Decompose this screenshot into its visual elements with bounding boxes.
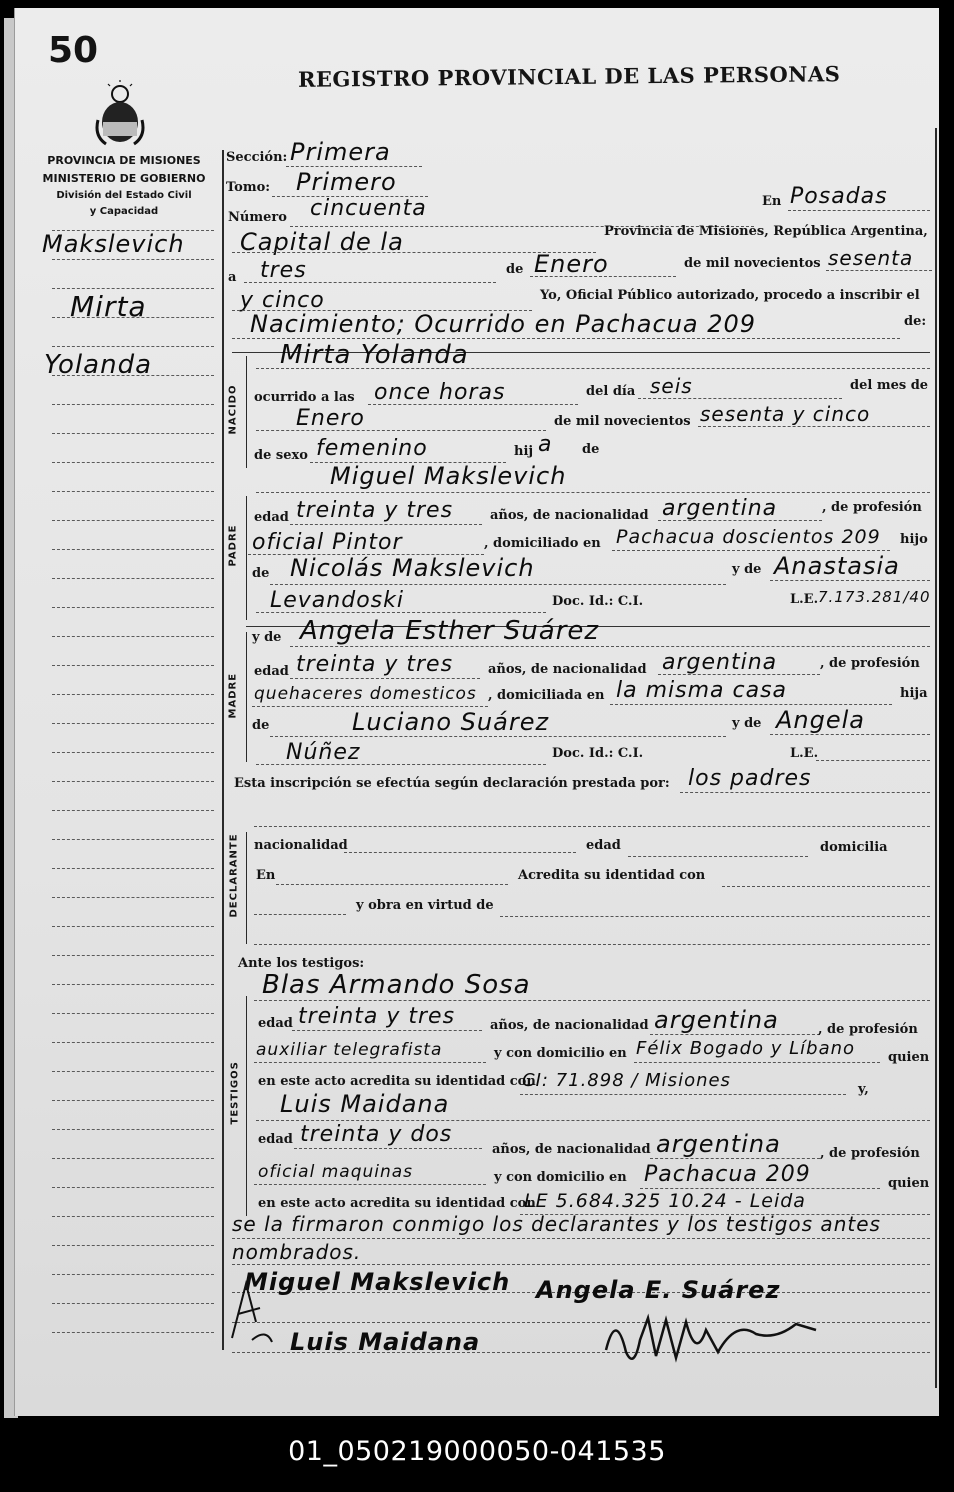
line-madre-nac: [658, 674, 820, 675]
margin-rule: [52, 897, 214, 898]
line-acta: [232, 338, 900, 339]
value-declarante: los padres: [688, 766, 812, 791]
margin-rule: [52, 868, 214, 869]
margin-rule: [52, 375, 214, 376]
label-acredita: Acredita su identidad con: [518, 868, 706, 883]
value-abuela-padre: Anastasia: [774, 552, 900, 580]
value-mes-nac: Enero: [296, 406, 365, 431]
line-abuelo-padre: [270, 584, 726, 585]
label-de-mil-2: de mil novecientos: [554, 414, 691, 429]
testigos-divider: [246, 996, 247, 1216]
margin-rule: [52, 1274, 214, 1275]
label-prof-madre: , de profesión: [820, 656, 920, 671]
value-hora: once horas: [374, 380, 506, 405]
label-prof-padre: , de profesión: [822, 500, 922, 515]
line-t1-id: [520, 1094, 846, 1095]
margin-name-1: Mirta: [70, 290, 147, 323]
signature-witness: Luis Maidana: [290, 1328, 481, 1356]
margin-rule: [52, 520, 214, 521]
margin-rule: [52, 491, 214, 492]
label-ocurrido: ocurrido a las: [254, 390, 355, 405]
margin-rule: [52, 549, 214, 550]
line-abuela-padre: [770, 580, 930, 581]
value-seccion: Primera: [290, 138, 391, 166]
value-padre-edad: treinta y tres: [296, 498, 454, 523]
value-padre-nac: argentina: [662, 496, 778, 521]
margin-rule: [52, 404, 214, 405]
label-edad-t2: edad: [258, 1132, 293, 1147]
line-madre-nombre: [290, 646, 930, 647]
value-testigo-2: Luis Maidana: [280, 1090, 450, 1118]
line-t2-nac: [650, 1158, 820, 1159]
line-hora: [368, 404, 578, 405]
value-anio-nac: sesenta y cinco: [700, 402, 871, 426]
value-t1-edad: treinta y tres: [298, 1004, 456, 1029]
margin-rule: [52, 1158, 214, 1159]
label-del-mes: del mes de: [850, 378, 929, 393]
ministry-line-3: División del Estado Civil: [56, 190, 192, 201]
document-title: REGISTRO PROVINCIAL DE LAS PERSONAS: [297, 61, 841, 92]
line-anio-nac: [698, 426, 930, 427]
signature-father: Miguel Makslevich: [244, 1268, 511, 1296]
padre-divider: [246, 496, 247, 620]
margin-rule: [52, 1013, 214, 1014]
margin-rule: [52, 636, 214, 637]
value-t1-prof: auxiliar telegrafista: [256, 1040, 443, 1060]
value-anio-2: y cinco: [240, 288, 325, 313]
value-madre-nac: argentina: [662, 650, 778, 675]
margin-rule: [52, 781, 214, 782]
value-madre-edad: treinta y tres: [296, 652, 454, 677]
margin-rule: [52, 462, 214, 463]
margin-rule: [52, 1042, 214, 1043]
label-quien-t2: quien: [888, 1176, 930, 1191]
value-madre-nombre: Angela Esther Suárez: [300, 616, 600, 646]
line-nombre: [256, 368, 930, 369]
line-t1-dom: [634, 1062, 880, 1063]
label-nac-t2: años, de nacionalidad: [492, 1142, 651, 1157]
value-abuela-padre-2: Levandoski: [270, 588, 404, 613]
line-t1-edad: [292, 1030, 482, 1031]
margin-rule: [52, 1216, 214, 1217]
label-edad-t1: edad: [258, 1016, 293, 1031]
value-hij-suffix: a: [538, 432, 553, 457]
line-padre-nac: [658, 520, 822, 521]
right-frame-line: [935, 128, 937, 1388]
label-le-madre: L.E.: [790, 746, 819, 761]
label-nac-padre: años, de nacionalidad: [490, 508, 649, 523]
margin-rule: [52, 1071, 214, 1072]
value-padre-prof: oficial Pintor: [252, 530, 403, 555]
ministry-line-1: PROVINCIA DE MISIONES: [47, 154, 201, 167]
margin-rule: [52, 1245, 214, 1246]
label-domiciliada: , domiciliada en: [488, 688, 605, 703]
margin-surname: Makslevich: [42, 230, 185, 258]
value-tomo: Primero: [296, 168, 397, 196]
value-abuela-madre: Angela: [776, 706, 866, 734]
label-y-de-padre: y de: [732, 562, 762, 577]
label-doc-id-padre: Doc. Id.: C.I.: [552, 594, 644, 609]
value-acta: Nacimiento; Ocurrido en Pachacua 209: [250, 310, 757, 338]
madre-divider: [246, 632, 247, 762]
value-t2-id: LE 5.684.325 10.24 - Leida: [524, 1190, 806, 1212]
label-ante-testigos: Ante los testigos:: [238, 956, 365, 971]
margin-rule: [52, 1332, 214, 1333]
line-pre-obra: [254, 914, 346, 915]
value-sexo: femenino: [316, 436, 428, 461]
line-madre-dom: [610, 704, 892, 705]
line-le-madre: [816, 760, 930, 761]
margin-rule: [52, 346, 214, 347]
value-padre-nombre: Miguel Makslevich: [330, 462, 567, 490]
signature-mother: Angela E. Suárez: [536, 1276, 781, 1304]
line-t1-nac: [650, 1034, 820, 1035]
label-hijo: hijo: [900, 532, 928, 547]
officer-signature-icon: [596, 1300, 826, 1376]
label-edad-decl: edad: [586, 838, 621, 853]
closing-text-1: se la firmaron conmigo los declarantes y los testigos antes: [232, 1212, 881, 1236]
label-del-dia: del día: [586, 384, 636, 399]
margin-rule: [52, 1129, 214, 1130]
label-hij: hij: [514, 444, 534, 459]
label-inscripcion: Esta inscripción se efectúa según declaración prestada por:: [234, 776, 670, 791]
label-doc-id-madre: Doc. Id.: C.I.: [552, 746, 644, 761]
margin-rule: [52, 578, 214, 579]
value-anio: sesenta: [828, 246, 914, 270]
side-label-padre: PADRE: [227, 524, 239, 567]
value-madre-prof: quehaceres domesticos: [254, 684, 477, 704]
label-sexo: de sexo: [254, 448, 308, 463]
line-seccion: [286, 166, 422, 167]
margin-rule: [52, 433, 214, 434]
value-dia-nac: seis: [650, 374, 693, 398]
label-de-colon: de:: [904, 314, 927, 329]
line-padre-edad: [290, 524, 482, 525]
side-label-testigos: TESTIGOS: [229, 1061, 241, 1125]
line-t2-dom: [640, 1188, 880, 1189]
label-de-mil: de mil novecientos: [684, 256, 821, 271]
label-de-abuelo: de: [252, 566, 270, 581]
line-mes-nac: [256, 430, 546, 431]
line-abuela-madre: [770, 734, 930, 735]
margin-rule: [52, 230, 214, 231]
left-frame-line: [222, 150, 224, 1350]
value-t2-dom: Pachacua 209: [644, 1162, 811, 1187]
label-tomo: Tomo:: [226, 180, 271, 195]
nacido-divider: [246, 356, 247, 468]
label-de: de: [506, 262, 524, 277]
label-provincia: Provincia de Misiones, República Argentina,: [604, 224, 928, 239]
declarante-divider: [246, 832, 247, 944]
page-number: 50: [48, 30, 99, 71]
margin-rule: [52, 694, 214, 695]
label-edad-madre: edad: [254, 664, 289, 679]
line-edad-decl: [628, 856, 808, 857]
line-t1-prof: [254, 1062, 486, 1063]
line-nacionalidad-decl: [344, 852, 576, 853]
image-caption: 01_050219000050-041535: [288, 1436, 666, 1467]
value-dia: tres: [260, 258, 307, 283]
line-declarante: [680, 792, 930, 793]
label-a: a: [228, 270, 237, 285]
margin-rule: [52, 317, 214, 318]
value-abuela-madre-2: Núñez: [286, 740, 361, 765]
margin-rule: [52, 665, 214, 666]
side-label-madre: MADRE: [227, 672, 239, 719]
label-acto-t2: en este acto acredita su identidad con: [258, 1196, 536, 1211]
label-dom-t2: y con domicilio en: [494, 1170, 627, 1185]
margin-rule: [52, 1100, 214, 1101]
line-dia: [244, 282, 496, 283]
label-en: En: [762, 194, 782, 209]
margin-rule: [52, 607, 214, 608]
label-seccion: Sección:: [226, 150, 288, 165]
value-t2-prof: oficial maquinas: [258, 1162, 414, 1182]
label-yo-oficial: Yo, Oficial Público autorizado, procedo a inscribir el: [540, 288, 920, 303]
label-de-abuelo-m: de: [252, 718, 270, 733]
line-en-decl: [276, 884, 508, 885]
value-madre-dom: la misma casa: [616, 678, 788, 703]
label-dom-t1: y con domicilio en: [494, 1046, 627, 1061]
side-label-nacido: NACIDO: [227, 384, 239, 435]
margin-rule: [52, 723, 214, 724]
value-padre-dom: Pachacua doscientos 209: [616, 526, 881, 548]
label-domicilia: domicilia: [820, 840, 888, 855]
line-padre-dom: [612, 550, 890, 551]
margin-rule: [52, 926, 214, 927]
label-y-de-madre: y de: [252, 630, 282, 645]
line-abuela-madre-2: [256, 764, 546, 765]
line-testigo-2: [256, 1120, 930, 1121]
line-closing-1: [232, 1238, 930, 1239]
line-dia-nac: [638, 398, 842, 399]
value-t1-id: CI: 71.898 / Misiones: [522, 1070, 731, 1091]
line-abuela-padre-2: [256, 612, 546, 613]
line-declarante-extra: [254, 944, 930, 945]
value-capital: Capital de la: [240, 228, 404, 256]
line-t2-edad: [294, 1148, 482, 1149]
national-coat-of-arms-icon: [92, 80, 148, 146]
label-le-padre: L.E.: [790, 592, 819, 607]
line-anio: [826, 270, 932, 271]
value-en: Posadas: [790, 184, 888, 209]
margin-rule: [52, 839, 214, 840]
label-quien-t1: quien: [888, 1050, 930, 1065]
margin-name-2: Yolanda: [44, 350, 153, 380]
label-y-de-madre-2: y de: [732, 716, 762, 731]
line-abuelo-madre: [270, 736, 726, 737]
issuing-office: [30, 152, 218, 220]
line-declarante-nombre: [254, 826, 930, 827]
line-madre-prof: [252, 706, 488, 707]
value-t2-edad: treinta y dos: [300, 1122, 453, 1147]
label-nac-madre: años, de nacionalidad: [488, 662, 647, 677]
value-testigo-1: Blas Armando Sosa: [262, 970, 531, 1000]
side-label-declarante: DECLARANTE: [228, 833, 240, 918]
line-y-obra: [500, 916, 930, 917]
value-t1-dom: Félix Bogado y Líbano: [636, 1038, 856, 1059]
label-prof-t2: , de profesión: [820, 1146, 920, 1161]
label-y-obra: y obra en virtud de: [356, 898, 494, 913]
line-acredita: [722, 886, 930, 887]
label-numero: Número: [228, 210, 287, 225]
value-abuelo-padre: Nicolás Makslevich: [290, 554, 535, 582]
margin-rule: [52, 259, 214, 260]
margin-rule: [52, 1303, 214, 1304]
label-hija: hija: [900, 686, 928, 701]
line-padre-nombre: [256, 492, 930, 493]
label-en-decl: En: [256, 868, 276, 883]
closing-text-2: nombrados.: [232, 1240, 362, 1264]
initials-mark-icon: [226, 1278, 276, 1348]
label-nacionalidad-decl: nacionalidad: [254, 838, 348, 853]
label-de-padre: de: [582, 442, 600, 457]
label-edad-padre: edad: [254, 510, 289, 525]
margin-rule: [52, 955, 214, 956]
line-testigo-1: [254, 1000, 930, 1001]
margin-rule: [52, 984, 214, 985]
value-t2-nac: argentina: [656, 1130, 781, 1158]
margin-rule: [52, 810, 214, 811]
margin-rule: [52, 288, 214, 289]
label-domiciliado: , domiciliado en: [484, 536, 601, 551]
value-numero: cincuenta: [310, 196, 427, 221]
line-t2-prof: [254, 1184, 486, 1185]
value-mes: Enero: [534, 250, 609, 278]
margin-rule: [52, 752, 214, 753]
line-closing-2: [232, 1264, 930, 1265]
line-mes: [530, 276, 676, 277]
value-nombre: Mirta Yolanda: [280, 340, 469, 370]
ministry-line-2: MINISTERIO DE GOBIERNO: [42, 172, 206, 185]
line-en: [788, 210, 930, 211]
label-acto-t1: en este acto acredita su identidad con: [258, 1074, 536, 1089]
margin-rule: [52, 1187, 214, 1188]
line-madre-edad: [290, 678, 480, 679]
ministry-line-4: y Capacidad: [89, 206, 159, 217]
label-nac-t1: años, de nacionalidad: [490, 1018, 649, 1033]
value-t1-nac: argentina: [654, 1006, 779, 1034]
value-abuelo-madre: Luciano Suárez: [352, 708, 550, 736]
label-prof-t1: , de profesión: [818, 1022, 918, 1037]
label-y-comma: y,: [858, 1082, 869, 1097]
value-padre-le: 7.173.281/40: [818, 588, 931, 606]
